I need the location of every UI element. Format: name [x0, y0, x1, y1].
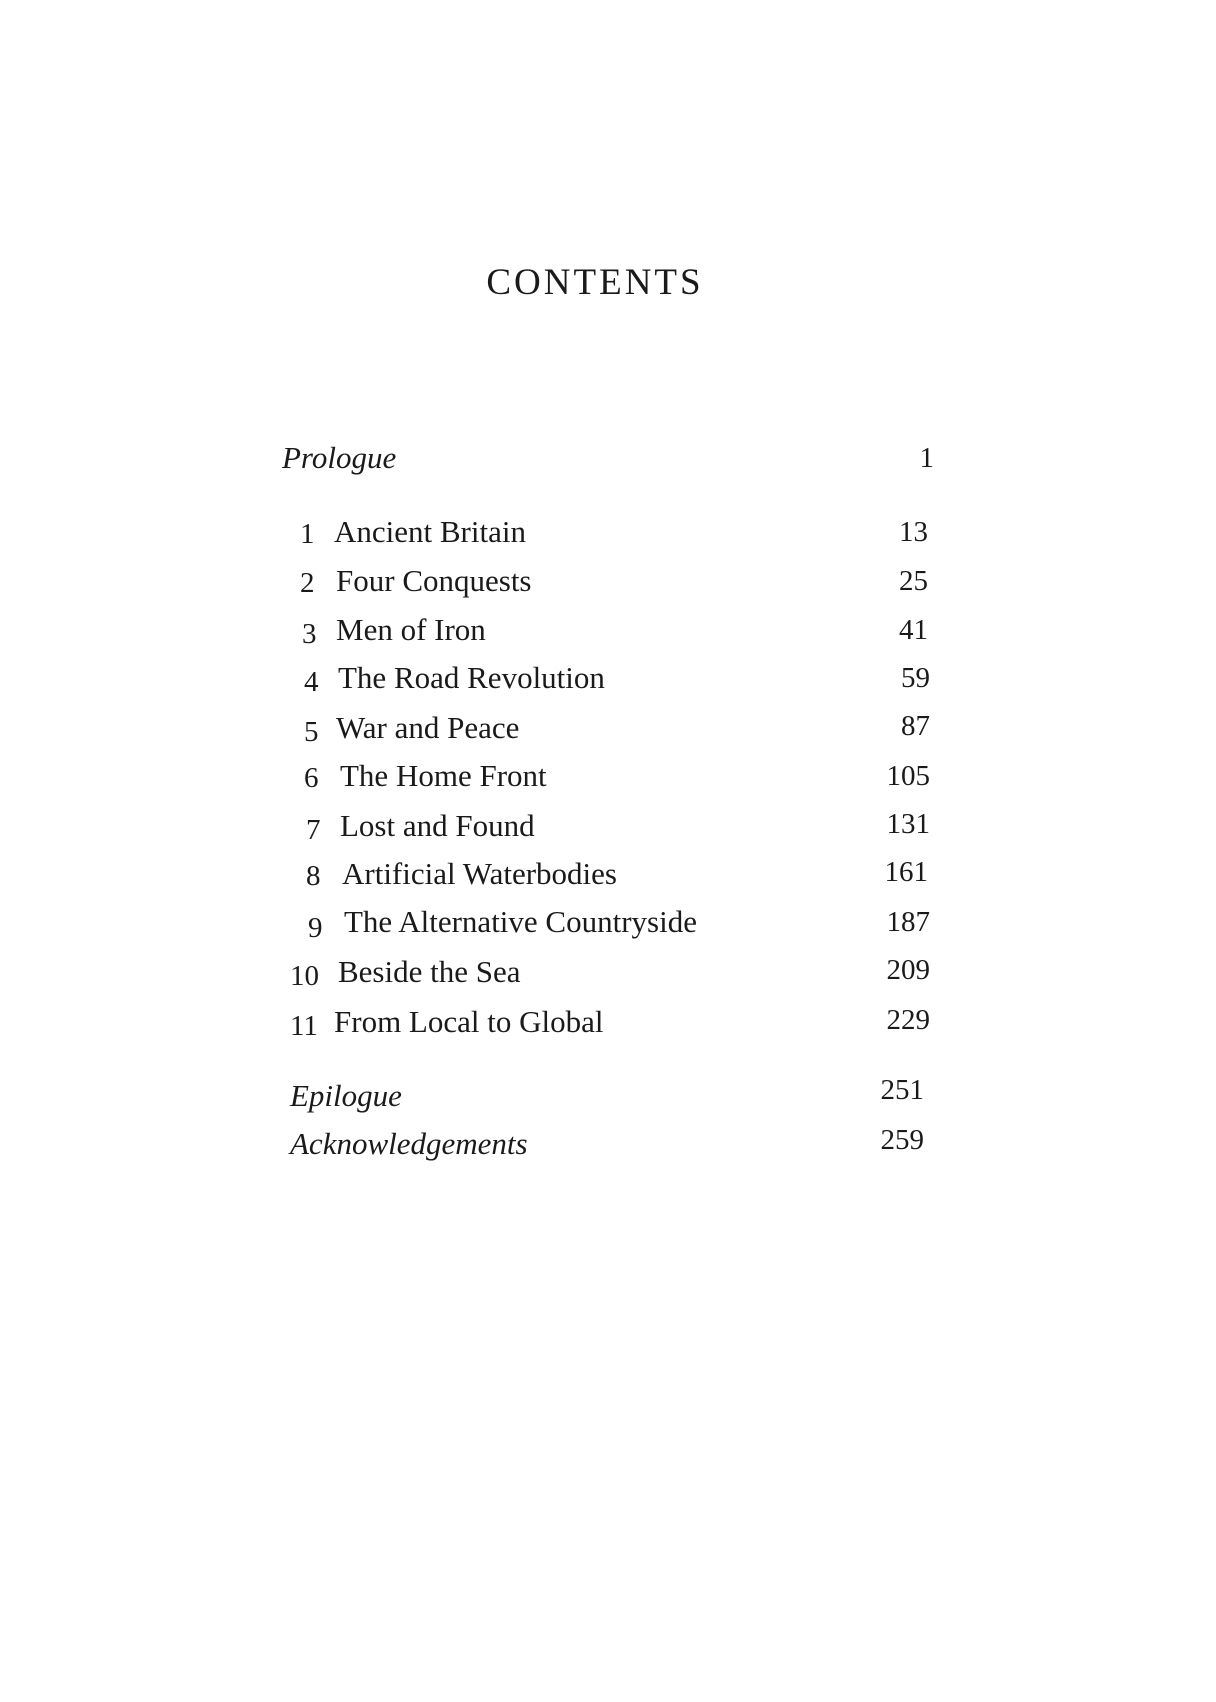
chapter-title: Four Conquests — [336, 563, 532, 598]
chapter-number: 9 — [308, 912, 323, 944]
toc-entry-chapter — [300, 514, 928, 554]
chapter-page: 13 — [899, 516, 928, 548]
chapter-page: 161 — [884, 856, 928, 888]
toc-entry-chapter — [304, 758, 930, 798]
toc-entry-prologue — [282, 440, 934, 480]
chapter-title: War and Peace — [336, 710, 520, 745]
chapter-number: 6 — [304, 762, 319, 794]
chapter-number: 7 — [306, 814, 321, 846]
chapter-page: 105 — [886, 760, 930, 792]
chapter-page: 131 — [886, 808, 930, 840]
toc-entry-chapter — [306, 808, 930, 848]
chapter-page: 209 — [886, 954, 930, 986]
chapter-page: 59 — [901, 662, 930, 694]
toc-entry-chapter — [304, 710, 930, 750]
toc-entry-page: 251 — [880, 1074, 924, 1106]
chapter-number: 4 — [304, 666, 319, 698]
chapter-page: 229 — [886, 1004, 930, 1036]
chapter-number: 2 — [300, 567, 315, 599]
toc-entry-chapter — [290, 954, 930, 994]
chapter-title: The Road Revolution — [338, 660, 605, 695]
toc-entry-chapter — [302, 612, 928, 652]
chapter-title: Artificial Waterbodies — [342, 856, 617, 891]
chapter-title: Men of Iron — [336, 612, 486, 647]
chapter-number: 10 — [290, 960, 319, 992]
toc-entry-label: Acknowledgements — [290, 1126, 528, 1161]
toc-entry-chapter — [300, 563, 928, 603]
toc-entry-chapter — [290, 1004, 930, 1044]
toc-entry-chapter — [304, 660, 930, 700]
chapter-title: From Local to Global — [334, 1004, 604, 1039]
toc-entry-label: Prologue — [282, 440, 397, 475]
chapter-number: 8 — [306, 860, 321, 892]
toc-entry-chapter — [308, 904, 930, 944]
chapter-number: 1 — [300, 518, 315, 550]
toc-entry-chapter — [306, 856, 928, 896]
chapter-title: Ancient Britain — [334, 514, 526, 549]
toc-entry-epilogue — [290, 1074, 924, 1118]
chapter-title: The Alternative Countryside — [344, 904, 697, 939]
chapter-page: 41 — [899, 614, 928, 646]
chapter-page: 25 — [899, 565, 928, 597]
chapter-page: 187 — [886, 906, 930, 938]
chapter-page: 87 — [901, 710, 930, 742]
toc-entry-page: 1 — [919, 442, 934, 474]
chapter-title: Beside the Sea — [338, 954, 521, 989]
chapter-number: 5 — [304, 716, 319, 748]
toc-entry-acknowledgements — [290, 1126, 924, 1166]
page-title: CONTENTS — [486, 261, 704, 303]
chapter-number: 11 — [290, 1010, 318, 1042]
chapter-title: The Home Front — [340, 758, 547, 793]
toc-entry-page: 259 — [880, 1124, 924, 1156]
chapter-title: Lost and Found — [340, 808, 535, 843]
chapter-number: 3 — [302, 618, 317, 650]
toc-entry-label: Epilogue — [290, 1078, 402, 1113]
